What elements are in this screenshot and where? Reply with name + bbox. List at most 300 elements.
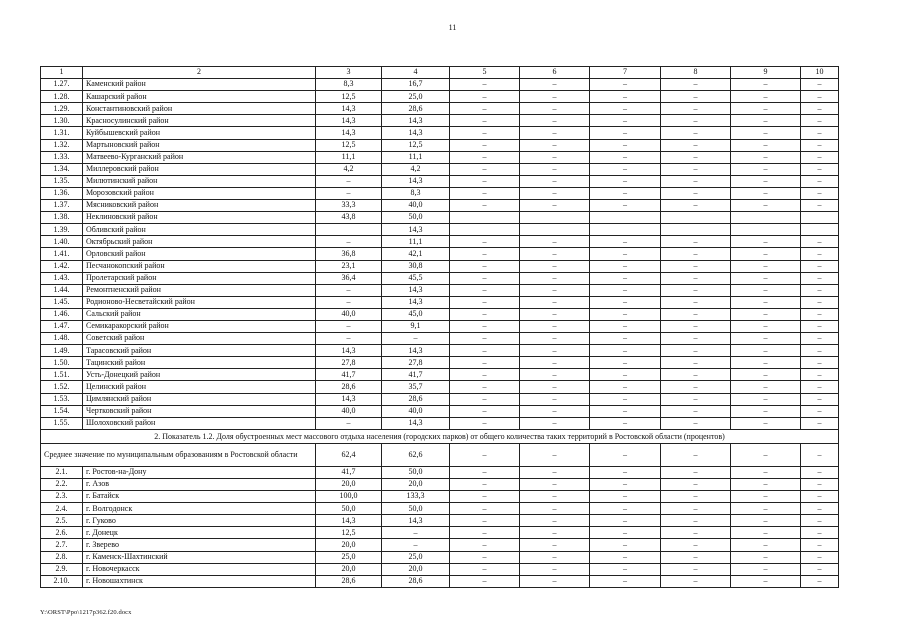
- value-col-7: –: [590, 248, 661, 260]
- value-col-9: –: [731, 369, 801, 381]
- row-number: 1.32.: [41, 139, 83, 151]
- column-number: 1: [41, 67, 83, 79]
- value-col-3: 28,6: [316, 575, 382, 587]
- table-row: [41, 272, 839, 284]
- row-number: 1.48.: [41, 333, 83, 345]
- average-label: Среднее значение по муниципальным образованиям в Ростовской области: [41, 443, 316, 466]
- value-col-10: –: [801, 115, 839, 127]
- value-col-9: –: [731, 236, 801, 248]
- municipality-name: Шолоховский район: [83, 417, 316, 429]
- value-col-10: –: [801, 381, 839, 393]
- value-col-10: –: [801, 393, 839, 405]
- value-col-5: –: [450, 357, 520, 369]
- row-number: 1.30.: [41, 115, 83, 127]
- value-col-9: –: [731, 308, 801, 320]
- row-number: 1.38.: [41, 212, 83, 224]
- value-col-7: [590, 224, 661, 236]
- value-col-4: 14,3: [382, 175, 450, 187]
- value-col-6: –: [520, 187, 590, 199]
- value-col-8: –: [661, 248, 731, 260]
- row-number: 1.50.: [41, 357, 83, 369]
- municipality-name: г. Ростов-на-Дону: [83, 466, 316, 478]
- row-number: 1.37.: [41, 200, 83, 212]
- value-col-4: 8,3: [382, 187, 450, 199]
- column-number: 9: [731, 67, 801, 79]
- value-col-8: –: [661, 357, 731, 369]
- value-col-3: 12,5: [316, 91, 382, 103]
- value-col-8: –: [661, 200, 731, 212]
- value-col-3: –: [316, 320, 382, 332]
- value-col-6: –: [520, 139, 590, 151]
- value-col-9: –: [731, 163, 801, 175]
- value-col-8: –: [661, 466, 731, 478]
- value-col-3: 12,5: [316, 527, 382, 539]
- value-col-8: [661, 212, 731, 224]
- municipality-name: Песчанокопский район: [83, 260, 316, 272]
- value-col-6: –: [520, 333, 590, 345]
- value-col-7: –: [590, 539, 661, 551]
- value-col-8: –: [661, 393, 731, 405]
- value-col-10: –: [801, 127, 839, 139]
- file-path-footer: Y:\ORST\Ppo\1217p362.f20.docx: [40, 609, 132, 616]
- value-col-4: –: [382, 333, 450, 345]
- value-col-3: 33,3: [316, 200, 382, 212]
- value-col-4: 62,6: [382, 443, 450, 466]
- municipality-name: Советский район: [83, 333, 316, 345]
- municipality-name: Семикаракорский район: [83, 320, 316, 332]
- value-col-9: –: [731, 539, 801, 551]
- value-col-3: 4,2: [316, 163, 382, 175]
- table-row: [41, 320, 839, 332]
- value-col-10: –: [801, 200, 839, 212]
- value-col-3: 25,0: [316, 551, 382, 563]
- value-col-7: –: [590, 551, 661, 563]
- value-col-9: [731, 224, 801, 236]
- value-col-6: –: [520, 308, 590, 320]
- row-number: 1.43.: [41, 272, 83, 284]
- value-col-7: –: [590, 479, 661, 491]
- value-col-6: –: [520, 260, 590, 272]
- value-col-4: 30,8: [382, 260, 450, 272]
- value-col-7: –: [590, 103, 661, 115]
- value-col-4: 25,0: [382, 91, 450, 103]
- value-col-5: –: [450, 527, 520, 539]
- value-col-4: 50,0: [382, 466, 450, 478]
- value-col-6: [520, 212, 590, 224]
- value-col-4: 14,3: [382, 115, 450, 127]
- value-col-8: –: [661, 417, 731, 429]
- value-col-9: –: [731, 357, 801, 369]
- value-col-8: –: [661, 187, 731, 199]
- column-number: 7: [590, 67, 661, 79]
- table-row: [41, 224, 839, 236]
- value-col-4: 14,3: [382, 296, 450, 308]
- value-col-10: –: [801, 575, 839, 587]
- municipality-name: г. Азов: [83, 479, 316, 491]
- value-col-10: –: [801, 187, 839, 199]
- row-number: 1.28.: [41, 91, 83, 103]
- value-col-6: –: [520, 527, 590, 539]
- value-col-4: 41,7: [382, 369, 450, 381]
- value-col-8: [661, 224, 731, 236]
- section-title: 2. Показатель 1.2. Доля обустроенных мест массового отдыха населения (городских парков) от общего количества таких территорий в Ростовской области (процентов): [41, 429, 839, 443]
- value-col-5: –: [450, 393, 520, 405]
- municipality-name: Матвеево-Курганский район: [83, 151, 316, 163]
- value-col-5: –: [450, 91, 520, 103]
- value-col-10: [801, 224, 839, 236]
- value-col-9: –: [731, 405, 801, 417]
- value-col-5: –: [450, 320, 520, 332]
- value-col-5: –: [450, 103, 520, 115]
- table-row: [41, 200, 839, 212]
- table-row: [41, 163, 839, 175]
- column-number: 8: [661, 67, 731, 79]
- municipality-name: Тарасовский район: [83, 345, 316, 357]
- value-col-8: –: [661, 563, 731, 575]
- value-col-5: –: [450, 443, 520, 466]
- value-col-4: 14,3: [382, 345, 450, 357]
- value-col-9: –: [731, 103, 801, 115]
- value-col-5: –: [450, 236, 520, 248]
- value-col-7: –: [590, 333, 661, 345]
- value-col-3: 41,7: [316, 369, 382, 381]
- row-number: 2.9.: [41, 563, 83, 575]
- row-number: 1.46.: [41, 308, 83, 320]
- value-col-8: –: [661, 127, 731, 139]
- value-col-9: –: [731, 91, 801, 103]
- value-col-5: –: [450, 515, 520, 527]
- row-number: 2.3.: [41, 491, 83, 503]
- value-col-8: –: [661, 491, 731, 503]
- value-col-5: –: [450, 127, 520, 139]
- value-col-6: –: [520, 320, 590, 332]
- row-number: 1.44.: [41, 284, 83, 296]
- value-col-8: –: [661, 91, 731, 103]
- value-col-5: –: [450, 479, 520, 491]
- value-col-8: –: [661, 272, 731, 284]
- table-row: [41, 503, 839, 515]
- value-col-7: –: [590, 284, 661, 296]
- value-col-10: –: [801, 308, 839, 320]
- value-col-6: –: [520, 357, 590, 369]
- row-number: 1.36.: [41, 187, 83, 199]
- value-col-3: 11,1: [316, 151, 382, 163]
- row-number: 2.6.: [41, 527, 83, 539]
- value-col-7: –: [590, 357, 661, 369]
- value-col-5: –: [450, 466, 520, 478]
- value-col-7: –: [590, 345, 661, 357]
- row-number: 1.45.: [41, 296, 83, 308]
- municipality-name: г. Зверево: [83, 539, 316, 551]
- value-col-5: –: [450, 139, 520, 151]
- value-col-4: 9,1: [382, 320, 450, 332]
- municipality-name: Ремонтненский район: [83, 284, 316, 296]
- value-col-5: –: [450, 563, 520, 575]
- table-row: [41, 187, 839, 199]
- value-col-3: –: [316, 236, 382, 248]
- row-number: 2.1.: [41, 466, 83, 478]
- value-col-5: –: [450, 187, 520, 199]
- value-col-6: –: [520, 127, 590, 139]
- municipality-name: Родионово-Несветайский район: [83, 296, 316, 308]
- value-col-3: 36,8: [316, 248, 382, 260]
- value-col-4: –: [382, 527, 450, 539]
- section-title-row: [41, 429, 839, 443]
- value-col-7: –: [590, 236, 661, 248]
- table-row: [41, 345, 839, 357]
- value-col-3: 14,3: [316, 127, 382, 139]
- value-col-5: –: [450, 539, 520, 551]
- table-row: [41, 296, 839, 308]
- value-col-3: [316, 224, 382, 236]
- table-row: [41, 308, 839, 320]
- table-row: [41, 539, 839, 551]
- value-col-10: –: [801, 405, 839, 417]
- value-col-8: –: [661, 296, 731, 308]
- value-col-8: –: [661, 479, 731, 491]
- value-col-8: –: [661, 515, 731, 527]
- value-col-9: –: [731, 260, 801, 272]
- table-row: [41, 79, 839, 91]
- value-col-5: –: [450, 308, 520, 320]
- value-col-9: –: [731, 393, 801, 405]
- value-col-8: –: [661, 539, 731, 551]
- value-col-3: 100,0: [316, 491, 382, 503]
- value-col-9: –: [731, 515, 801, 527]
- value-col-3: 12,5: [316, 139, 382, 151]
- value-col-7: –: [590, 393, 661, 405]
- value-col-6: –: [520, 515, 590, 527]
- value-col-10: –: [801, 466, 839, 478]
- value-col-3: 20,0: [316, 539, 382, 551]
- value-col-10: –: [801, 91, 839, 103]
- row-number: 1.47.: [41, 320, 83, 332]
- row-number: 2.2.: [41, 479, 83, 491]
- value-col-6: –: [520, 405, 590, 417]
- value-col-3: –: [316, 333, 382, 345]
- value-col-6: –: [520, 479, 590, 491]
- municipality-name: г. Новочеркасск: [83, 563, 316, 575]
- value-col-5: –: [450, 200, 520, 212]
- row-number: 1.35.: [41, 175, 83, 187]
- value-col-8: –: [661, 333, 731, 345]
- value-col-6: –: [520, 91, 590, 103]
- row-number: 1.29.: [41, 103, 83, 115]
- municipality-name: г. Волгодонск: [83, 503, 316, 515]
- value-col-10: –: [801, 79, 839, 91]
- municipality-name: Сальский район: [83, 308, 316, 320]
- value-col-8: –: [661, 115, 731, 127]
- column-number: 3: [316, 67, 382, 79]
- value-col-6: –: [520, 345, 590, 357]
- value-col-8: –: [661, 381, 731, 393]
- table-row: [41, 212, 839, 224]
- value-col-8: –: [661, 443, 731, 466]
- value-col-6: –: [520, 175, 590, 187]
- value-col-6: –: [520, 151, 590, 163]
- municipality-name: Мартыновский район: [83, 139, 316, 151]
- column-number: 10: [801, 67, 839, 79]
- table-row: [41, 381, 839, 393]
- value-col-5: –: [450, 369, 520, 381]
- table-row: [41, 479, 839, 491]
- value-col-3: 14,3: [316, 115, 382, 127]
- value-col-6: –: [520, 79, 590, 91]
- value-col-5: [450, 224, 520, 236]
- table-row: [41, 515, 839, 527]
- value-col-3: 40,0: [316, 308, 382, 320]
- table-row: [41, 115, 839, 127]
- value-col-10: –: [801, 320, 839, 332]
- value-col-8: –: [661, 320, 731, 332]
- value-col-6: –: [520, 284, 590, 296]
- value-col-7: –: [590, 563, 661, 575]
- value-col-9: –: [731, 187, 801, 199]
- value-col-4: 133,3: [382, 491, 450, 503]
- value-col-5: –: [450, 163, 520, 175]
- value-col-5: –: [450, 175, 520, 187]
- value-col-5: –: [450, 115, 520, 127]
- value-col-5: –: [450, 575, 520, 587]
- municipality-name: г. Батайск: [83, 491, 316, 503]
- column-number: 5: [450, 67, 520, 79]
- value-col-10: –: [801, 417, 839, 429]
- value-col-10: –: [801, 369, 839, 381]
- value-col-3: 41,7: [316, 466, 382, 478]
- value-col-3: 36,4: [316, 272, 382, 284]
- value-col-3: –: [316, 175, 382, 187]
- value-col-3: 14,3: [316, 103, 382, 115]
- value-col-8: –: [661, 284, 731, 296]
- table-row: [41, 248, 839, 260]
- value-col-9: –: [731, 296, 801, 308]
- value-col-10: –: [801, 284, 839, 296]
- municipality-name: Красносулинский район: [83, 115, 316, 127]
- value-col-6: –: [520, 503, 590, 515]
- value-col-10: –: [801, 563, 839, 575]
- value-col-8: –: [661, 551, 731, 563]
- value-col-10: –: [801, 163, 839, 175]
- value-col-6: –: [520, 466, 590, 478]
- value-col-4: 28,6: [382, 393, 450, 405]
- value-col-10: –: [801, 527, 839, 539]
- row-number: 2.10.: [41, 575, 83, 587]
- row-number: 1.54.: [41, 405, 83, 417]
- municipality-name: г. Новошахтинск: [83, 575, 316, 587]
- table-row: [41, 466, 839, 478]
- table-row: [41, 575, 839, 587]
- value-col-9: –: [731, 443, 801, 466]
- value-col-7: –: [590, 272, 661, 284]
- value-col-10: –: [801, 296, 839, 308]
- value-col-6: –: [520, 443, 590, 466]
- column-number: 2: [83, 67, 316, 79]
- value-col-9: –: [731, 345, 801, 357]
- value-col-9: –: [731, 381, 801, 393]
- value-col-8: –: [661, 139, 731, 151]
- municipality-name: Константиновский район: [83, 103, 316, 115]
- value-col-4: –: [382, 539, 450, 551]
- value-col-7: –: [590, 296, 661, 308]
- value-col-9: –: [731, 479, 801, 491]
- municipality-name: г. Гуково: [83, 515, 316, 527]
- value-col-10: –: [801, 345, 839, 357]
- value-col-3: 62,4: [316, 443, 382, 466]
- average-row: [41, 443, 839, 466]
- value-col-3: 8,3: [316, 79, 382, 91]
- value-col-3: 20,0: [316, 479, 382, 491]
- table-row: [41, 527, 839, 539]
- value-col-6: –: [520, 200, 590, 212]
- value-col-8: –: [661, 345, 731, 357]
- value-col-9: –: [731, 248, 801, 260]
- value-col-4: 12,5: [382, 139, 450, 151]
- municipality-name: г. Каменск-Шахтинский: [83, 551, 316, 563]
- value-col-7: –: [590, 308, 661, 320]
- page-number: 11: [448, 23, 457, 32]
- row-number: 1.34.: [41, 163, 83, 175]
- municipality-name: Милютинский район: [83, 175, 316, 187]
- value-col-7: –: [590, 369, 661, 381]
- value-col-8: –: [661, 369, 731, 381]
- value-col-5: –: [450, 551, 520, 563]
- table-row: [41, 260, 839, 272]
- value-col-5: –: [450, 345, 520, 357]
- value-col-6: –: [520, 417, 590, 429]
- value-col-3: 28,6: [316, 381, 382, 393]
- value-col-3: 50,0: [316, 503, 382, 515]
- value-col-6: –: [520, 539, 590, 551]
- municipality-name: Чертковский район: [83, 405, 316, 417]
- value-col-10: –: [801, 539, 839, 551]
- value-col-3: 14,3: [316, 515, 382, 527]
- value-col-3: –: [316, 187, 382, 199]
- value-col-4: 40,0: [382, 405, 450, 417]
- value-col-9: –: [731, 200, 801, 212]
- value-col-7: –: [590, 405, 661, 417]
- value-col-7: –: [590, 200, 661, 212]
- value-col-4: 45,0: [382, 308, 450, 320]
- column-number: 4: [382, 67, 450, 79]
- value-col-9: –: [731, 272, 801, 284]
- value-col-10: –: [801, 139, 839, 151]
- value-col-10: –: [801, 333, 839, 345]
- value-col-6: –: [520, 248, 590, 260]
- value-col-8: –: [661, 308, 731, 320]
- value-col-5: –: [450, 333, 520, 345]
- municipality-name: Усть-Донецкий район: [83, 369, 316, 381]
- value-col-5: –: [450, 296, 520, 308]
- value-col-9: –: [731, 151, 801, 163]
- value-col-7: –: [590, 320, 661, 332]
- row-number: 2.4.: [41, 503, 83, 515]
- municipality-name: Орловский район: [83, 248, 316, 260]
- value-col-6: –: [520, 103, 590, 115]
- value-col-3: 23,1: [316, 260, 382, 272]
- value-col-9: –: [731, 503, 801, 515]
- municipality-name: Обливский район: [83, 224, 316, 236]
- value-col-7: –: [590, 466, 661, 478]
- value-col-8: –: [661, 175, 731, 187]
- municipality-name: Мясниковский район: [83, 200, 316, 212]
- value-col-5: –: [450, 381, 520, 393]
- value-col-6: –: [520, 575, 590, 587]
- value-col-9: –: [731, 527, 801, 539]
- value-col-10: –: [801, 236, 839, 248]
- value-col-4: 42,1: [382, 248, 450, 260]
- value-col-10: –: [801, 260, 839, 272]
- row-number: 1.55.: [41, 417, 83, 429]
